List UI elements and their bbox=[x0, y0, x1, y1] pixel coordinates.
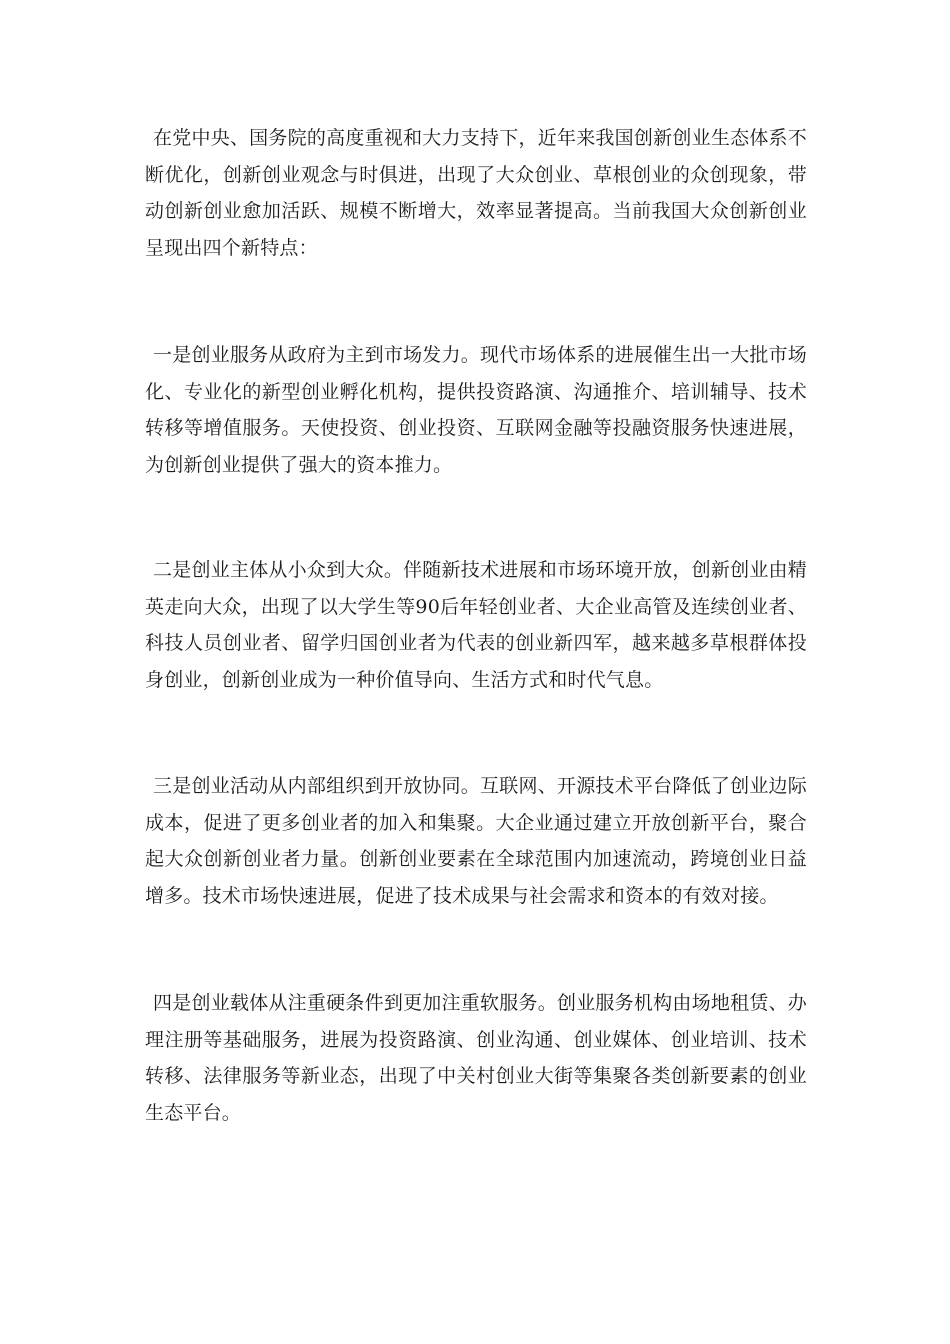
intro-paragraph: 在党中央、国务院的高度重视和大力支持下，近年来我国创新创业生态体系不断优化，创新创业观念与时俱进，出现了大众创业、草根创业的众创现象，带动创新创业愈加活跃、规模不断增大，效率显著提高。当前我国大众创新创业呈现出四个新特点： bbox=[145, 127, 807, 259]
feature-three-paragraph: 三是创业活动从内部组织到开放协同。互联网、开源技术平台降低了创业边际成本，促进了更多创业者的加入和集聚。大企业通过建立开放创新平台，聚合起大众创新创业者力量。创新创业要素在全球范围内加速流动，跨境创业日益增多。技术市场快速进展，促进了技术成果与社会需求和资本的有效对接。 bbox=[145, 775, 807, 907]
feature-four-paragraph: 四是创业载体从注重硬条件到更加注重软服务。创业服务机构由场地租赁、办理注册等基础服务，进展为投资路演、创业沟通、创业媒体、创业培训、技术转移、法律服务等新业态，出现了中关村创业大街等集聚各类创新要素的创业生态平台。 bbox=[145, 992, 807, 1124]
feature-two-paragraph: 二是创业主体从小众到大众。伴随新技术进展和市场环境开放，创新创业由精英走向大众，出现了以大学生等90后年轻创业者、大企业高管及连续创业者、科技人员创业者、留学归国创业者为代表的创业新四军，越来越多草根群体投身创业，创新创业成为一种价值导向、生活方式和时代气息。 bbox=[145, 559, 807, 691]
feature-one-paragraph: 一是创业服务从政府为主到市场发力。现代市场体系的进展催生出一大批市场化、专业化的新型创业孵化机构，提供投资路演、沟通推介、培训辅导、技术转移等增值服务。天使投资、创业投资、互联网金融等投融资服务快速进展，为创新创业提供了强大的资本推力。 bbox=[145, 344, 807, 476]
